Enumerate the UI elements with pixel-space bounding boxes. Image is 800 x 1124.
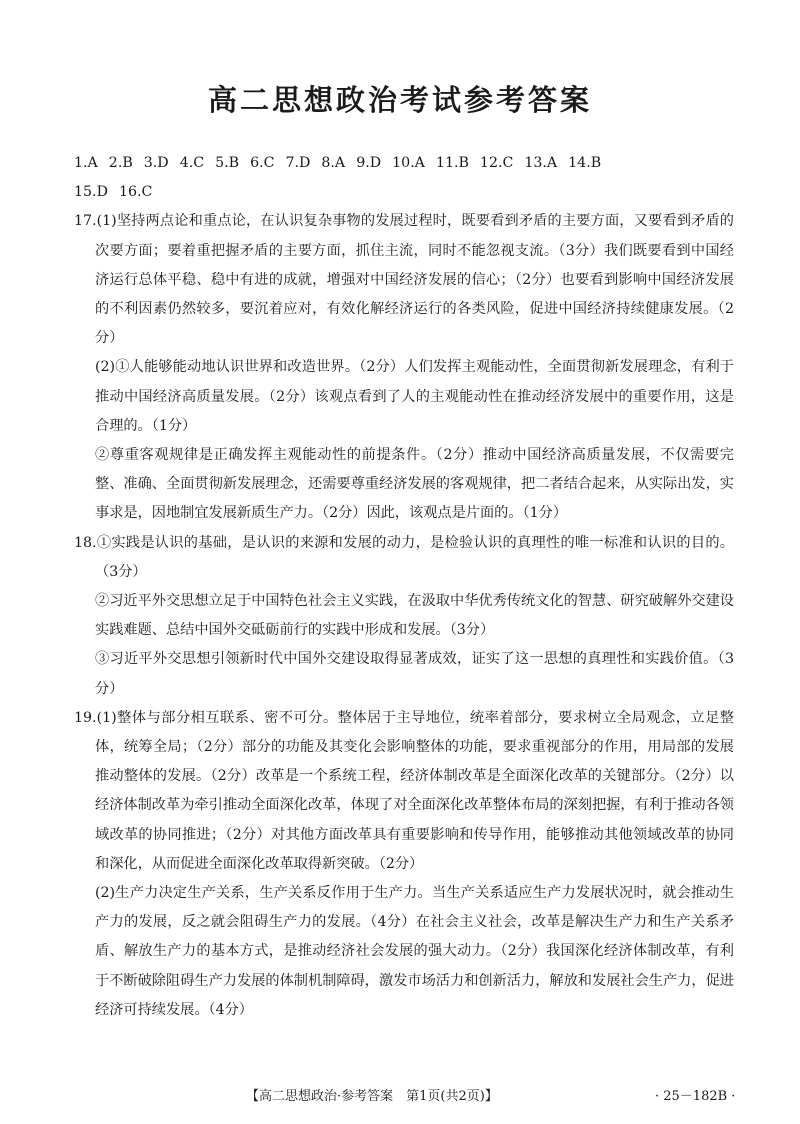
page-footer xyxy=(0,1085,800,1109)
q18-part1: 18.①实践是认识的基础，是认识的来源和发展的动力，是检验认识的真理性的唯一标准和认识的目的。（3分） xyxy=(74,534,734,580)
mc-answer: 2.B xyxy=(108,155,133,171)
q18-part3: ③习近平外交思想引领新时代中国外交建设取得显著成效，证实了这一思想的真理性和实践价值。（3分） xyxy=(95,651,734,697)
q18-part2: ②习近平外交思想立足于中国特色社会主义实践，在汲取中华优秀传统文化的智慧、研究破解外交建设实践难题、总结中国外交砥砺前行的实践中形成和发展。（3分） xyxy=(95,593,734,639)
mc-answer: 6.C xyxy=(250,155,275,171)
mc-answer: 7.D xyxy=(285,155,311,171)
mc-answer: 10.A xyxy=(392,155,425,171)
q19-part2: (2)生产力决定生产关系，生产关系反作用于生产力。当生产关系适应生产力发展状况时，就会推动生产力的发展，反之就会阻碍生产力的发展。（4分）在社会主义社会，改革是解决生产力和生产关系矛盾、解放生产力的基本方式，是推动经济社会发展的强大动力。（2分）我国深化经济体制改革，有利于不断破除阻碍生产力发展的体制机制障碍，激发市场活力和创新活力，解放和发展社会生产力，促进经济可持续发展。（4分） xyxy=(95,885,734,1018)
answer-content xyxy=(74,149,734,1025)
mc-answer: 15.D xyxy=(74,184,108,201)
mc-answer: 8.A xyxy=(321,155,346,171)
q19-part1: 19.(1)整体与部分相互联系、密不可分。整体居于主导地位，统率着部分，要求树立全局观念，立足整体，统筹全局；（2分）部分的功能及其变化会影响整体的功能，要求重视部分的作用，用局部的发展推动整体的发展。（2分）改革是一个系统工程，经济体制改革是全面深化改革的关键部分。（2分）以经济体制改革为牵引推动全面深化改革，体现了对全面深化改革整体布局的深刻把握，有利于推动各领域改革的协同推进；（2分）对其他方面改革具有重要影响和传导作用，能够推动其他领域改革的协同和深化，从而促进全面深化改革取得新突破。（2分） xyxy=(74,709,734,872)
q17-part2: (2)①人能够能动地认识世界和改造世界。（2分）人们发挥主观能动性，全面贯彻新发展理念，有利于推动中国经济高质量发展。（2分）该观点看到了人的主观能动性在推动经济发展中的重要作用，这是合理的。（1分） xyxy=(95,359,734,434)
mc-answer: 14.B xyxy=(568,155,602,171)
footer-label: 【高二思想政治·参考答案 第1页(共2页)】 xyxy=(246,1089,498,1104)
mc-answer: 12.C xyxy=(479,155,514,171)
mc-answer: 5.B xyxy=(215,155,240,171)
mc-answer: 16.C xyxy=(118,184,153,201)
multiple-choice-answers xyxy=(74,149,734,207)
footer-code: · 25－182B · xyxy=(655,1089,736,1104)
q17-part1: 17.(1)坚持两点论和重点论，在认识复杂事物的发展过程时，既要看到矛盾的主要方面，又要看到矛盾的次要方面；要着重把握矛盾的主要方面，抓住主流，同时不能忽视支流。（3分）我们既要看到中国经济运行总体平稳、稳中有进的成就，增强对中国经济发展的信心；（2分）也要看到影响中国经济发展的不利因素仍然较多，要沉着应对，有效化解经济运行的各类风险，促进中国经济持续健康发展。（2分） xyxy=(74,213,734,347)
mc-answer: 1.A xyxy=(74,155,98,171)
mc-answer: 3.D xyxy=(143,155,169,171)
mc-answer: 11.B xyxy=(435,155,469,171)
page-title: 高二思想政治考试参考答案 xyxy=(207,83,592,117)
mc-answer: 9.D xyxy=(356,155,382,171)
q17-part3: ②尊重客观规律是正确发挥主观能动性的前提条件。（2分）推动中国经济高质量发展，不仅需要完整、准确、全面贯彻新发展理念，还需要尊重经济发展的客观规律，把二者结合起来，从实际出发，实事求是，因地制宜发展新质生产力。（2分）因此，该观点是片面的。（1分） xyxy=(95,447,734,522)
mc-answer: 4.C xyxy=(179,155,205,171)
mc-answer: 13.A xyxy=(524,155,558,171)
